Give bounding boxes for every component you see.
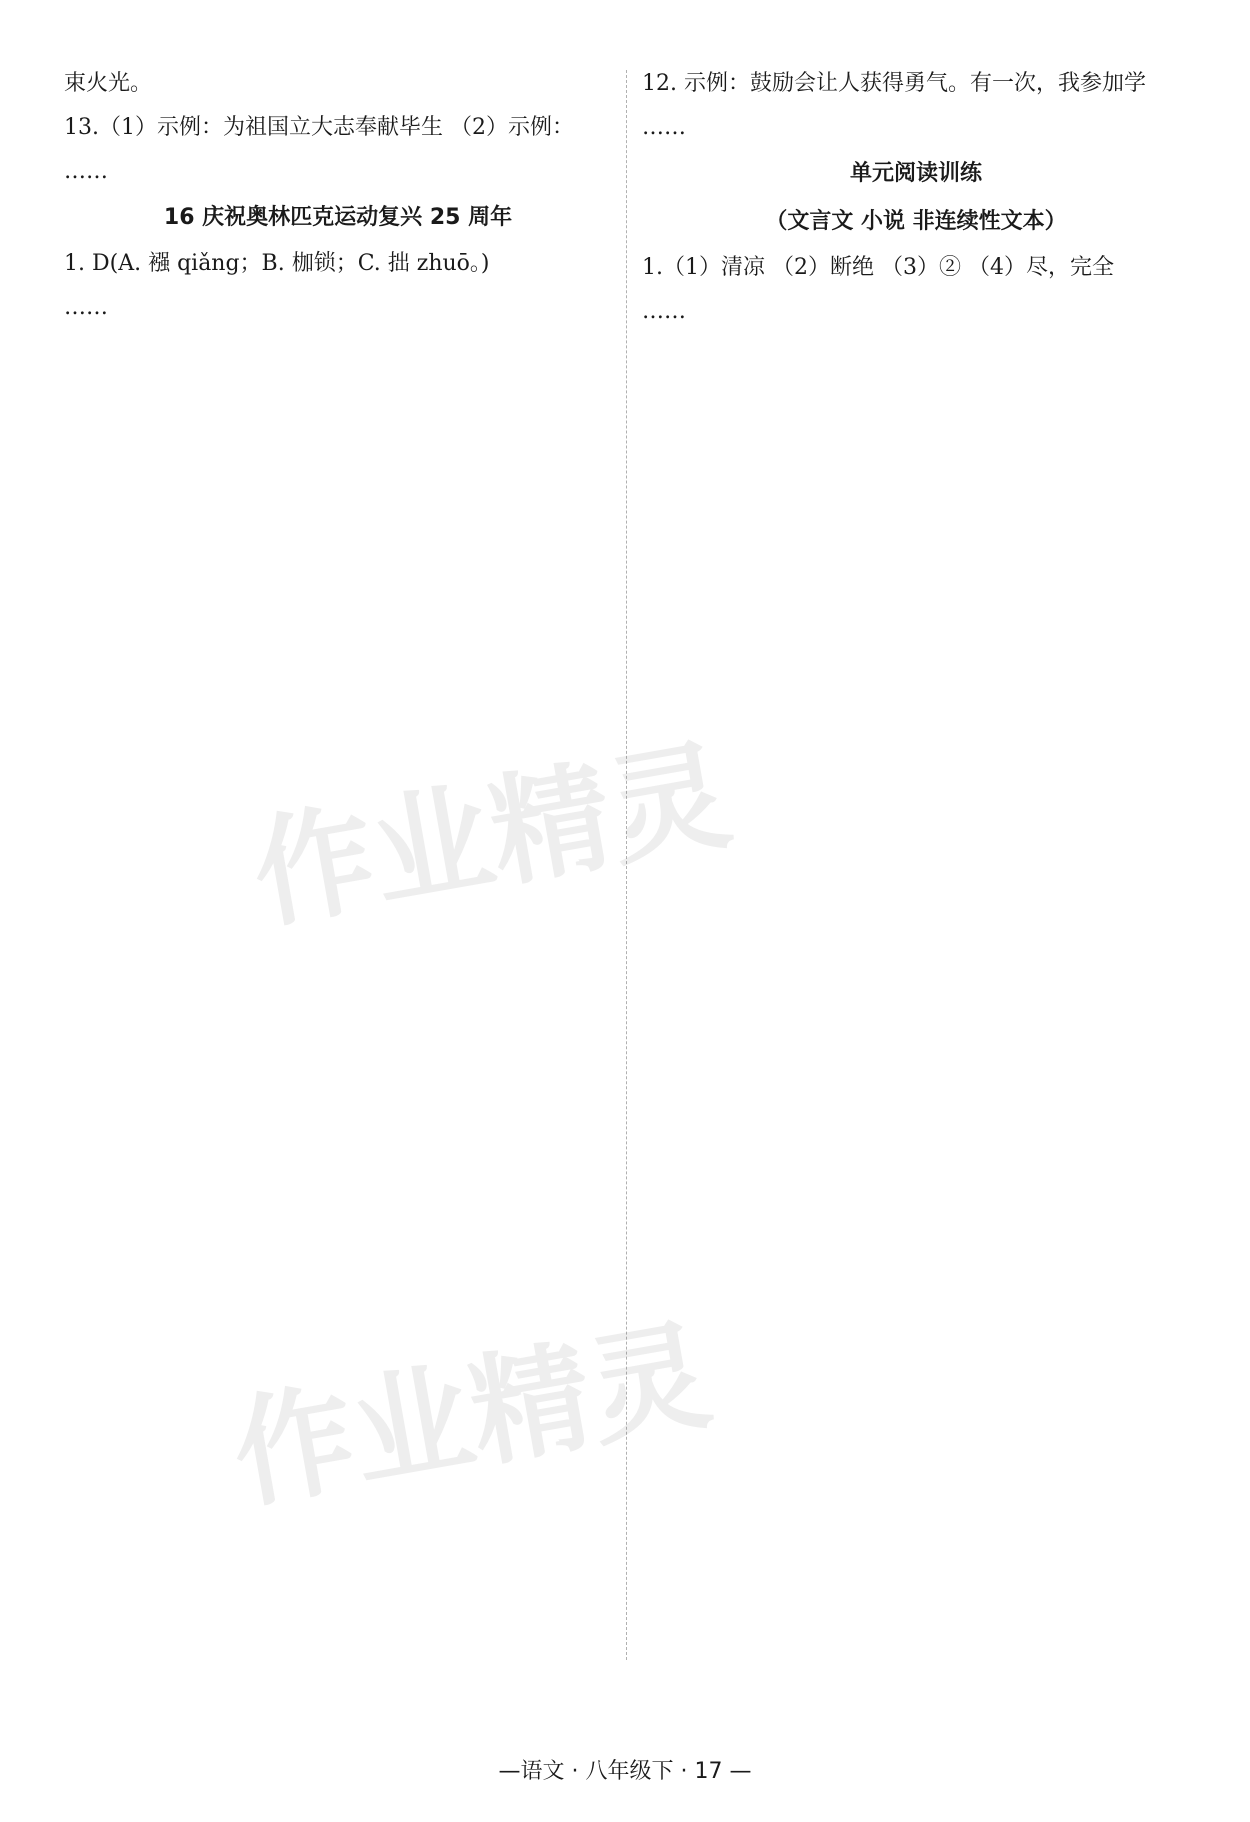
text-line: 12. 示例：鼓励会让人获得勇气。有一次，我参加学 — [642, 71, 1146, 96]
right-column — [642, 62, 1190, 334]
page-footer: —语文 · 八年级下 · 17 — — [498, 1759, 752, 1784]
column-divider — [626, 70, 627, 1660]
text-line: 1. D(A. 襁 qiǎng；B. 枷锁；C. 拙 zhuō。) — [64, 251, 490, 276]
section-subtitle-unit: （文言文 小说 非连续性文本） — [765, 209, 1067, 234]
left-column — [64, 62, 612, 330]
text-line: …… — [64, 159, 108, 184]
text-line: 束火光。 — [64, 71, 153, 96]
text-line: …… — [642, 115, 686, 140]
text-line: …… — [64, 295, 108, 320]
section-title-unit: 单元阅读训练 — [849, 161, 982, 186]
right-text-bottom — [642, 246, 1190, 334]
text-line: …… — [642, 299, 686, 324]
watermark: 作业精灵 — [223, 1306, 721, 1527]
section-title-16: 16 庆祝奥林匹克运动复兴 25 周年 — [163, 205, 513, 230]
text-line: 13.（1）示例：为祖国立大志奉献毕生 （2）示例： — [64, 115, 574, 140]
left-text-top — [64, 62, 612, 194]
text-line: 1.（1）清凉 （2）断绝 （3）② （4）尽，完全 — [642, 255, 1114, 280]
right-text-top — [642, 62, 1190, 150]
left-text-bottom — [64, 242, 612, 330]
watermark: 作业精灵 — [243, 726, 741, 947]
